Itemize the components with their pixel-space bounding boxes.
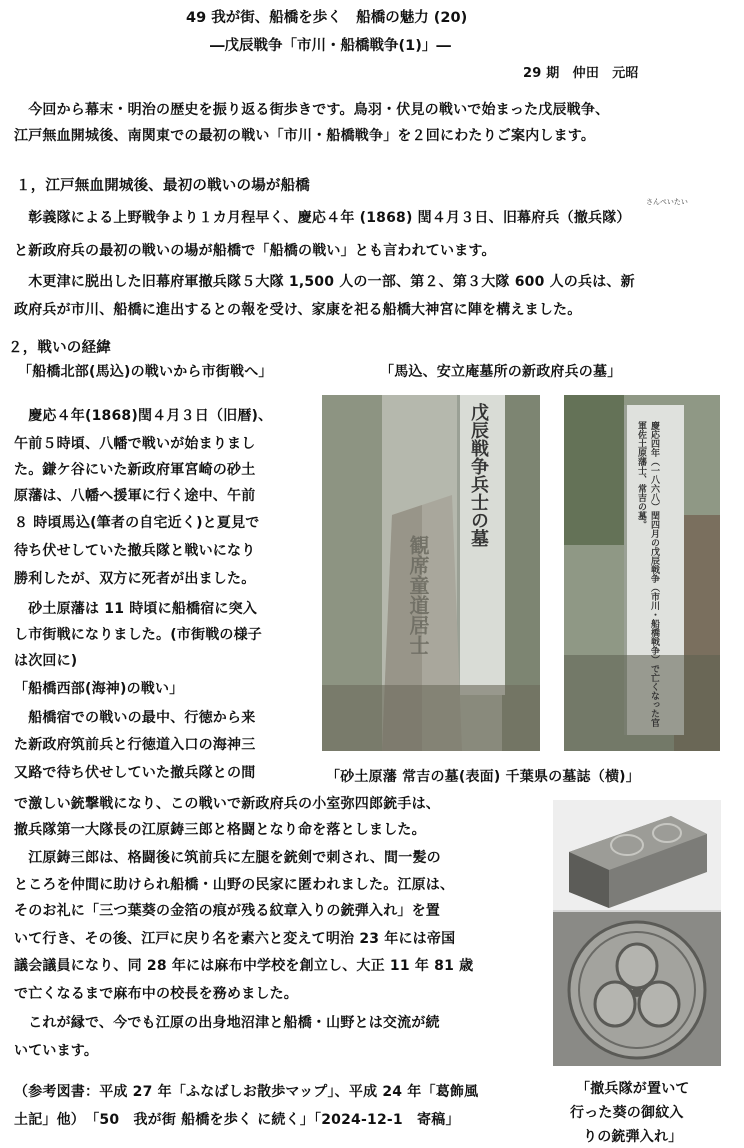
section-heading: １，江戸無血開城後、最初の戦いの場が船橋 (16, 178, 310, 194)
references-line: （参考図書：平成 27 年「ふなばしお散歩マップ」、平成 24 年「葛飾風 (14, 1084, 479, 1100)
cartridge-box-drawing (553, 800, 721, 1066)
intro-line: 今回から幕末・明治の歴史を振り返る街歩きです。鳥羽・伏見の戦いで始まった戊辰戦争、 (14, 102, 610, 118)
body-line: と新政府兵の最初の戦いの場が船橋で「船橋の戦い」とも言われています。 (14, 243, 496, 259)
body-line: いています。 (14, 1043, 99, 1059)
photo-caption: 「馬込、安立庵墓所の新政府兵の墓」 (380, 364, 622, 380)
body-line: そのお礼に「三つ葉葵の金箔の痕が残る紋章入りの銃弾入れ」を置 (14, 903, 440, 919)
subheading: 「船橋西部(海神)の戦い」 (14, 681, 184, 697)
grave-plaque-text: 慶応四年（一八六八）閏四月の戊辰戦争（市川・船橋戦争）で亡くなった官軍佐土原藩士、常吉の墓。 (636, 421, 659, 727)
grave-photo-side (564, 395, 720, 751)
body-line: し市街戦になりました。(市街戦の様子 (14, 627, 262, 643)
body-line: で亡くなるまで麻布中の校長を務めました。 (14, 986, 298, 1002)
body-line: 議会議員になり、同 28 年には麻布中学校を創立し、大正 11 年 81 歳 (14, 958, 474, 974)
body-line: 待ち伏せしていた撤兵隊と戦いになり (14, 543, 256, 559)
body-line: 撤兵隊第一大隊長の江原鋳三郎と格闘となり命を落としました。 (14, 822, 426, 838)
body-line: 船橋宿での戦いの最中、行徳から来 (14, 710, 256, 726)
body-line: ところを仲間に助けられ船橋・山野の民家に匿われました。江原は、 (14, 877, 455, 893)
grave-plaque-text: 戊辰戦争兵士の墓 (468, 403, 489, 547)
body-line: 江原鋳三郎は、格闘後に筑前兵に左腿を銃剣で刺され、間一髪の (14, 850, 441, 866)
body-line: は次回に) (14, 653, 78, 669)
body-line: 木更津に脱出した旧幕府軍撤兵隊５大隊 1,500 人の一部、第２、第３大隊 600 人の兵は、新 (14, 274, 635, 290)
grave-stone-text: 観席童道居士 (406, 535, 430, 655)
page-title: 49 我が街、船橋を歩く 船橋の魅力 (20) (186, 10, 468, 26)
references-line: 土記」他） 「50 我が街 船橋を歩く に続く」「2024-12-1 寄稿」 (14, 1112, 460, 1128)
body-line: 砂土原藩は 11 時頃に船橋宿に突入 (14, 601, 258, 617)
body-line: ８ 時頃馬込(筆者の自宅近く)と夏見で (14, 515, 260, 531)
body-line: 原藩は、八幡へ援軍に行く途中、午前 (14, 488, 256, 504)
intro-line: 江戸無血開城後、南関東での最初の戦い「市川・船橋戦争」を２回にわたりご案内します。 (14, 128, 596, 144)
cartridge-box-photo (553, 800, 721, 1066)
body-line: 政府兵が市川、船橋に進出するとの報を受け、家康を祀る船橋大神宮に陣を構えました。 (14, 302, 582, 318)
subheading: 「船橋北部(馬込)の戦いから市街戦へ」 (18, 364, 273, 380)
photo-caption: りの銃弾入れ」 (583, 1129, 683, 1145)
body-line: 彰義隊による上野戦争より１カ月程早く、慶応４年 (1868) 閏４月３日、旧幕府兵（撤兵隊） (14, 210, 631, 226)
body-line: 午前５時頃、八幡で戦いが始まりまし (14, 436, 256, 452)
body-line: いて行き、その後、江戸に戻り名を素六と変えて明治 23 年には帝国 (14, 931, 456, 947)
photo-caption: 「撤兵隊が置いて (576, 1081, 690, 1097)
body-line: 勝利したが、双方に死者が出ました。 (14, 571, 256, 587)
page-subtitle: ―戊辰戦争「市川・船橋戦争(1)」― (210, 38, 451, 54)
body-line: た新政府筑前兵と行徳道入口の海神三 (14, 737, 256, 753)
section-heading: ２，戦いの経緯 (8, 340, 111, 356)
body-line: で激しい銃撃戦になり、この戦いで新政府兵の小室弥四郎銃手は、 (14, 796, 440, 812)
body-line: 又路で待ち伏せしていた撤兵隊との間 (14, 765, 256, 781)
photo-caption: 行った葵の御紋入 (570, 1105, 684, 1121)
photo-caption: 「砂土原藩 常吉の墓(表面) 千葉県の墓誌（横)」 (326, 769, 640, 785)
grave-photo-front (322, 395, 540, 751)
body-line: た。鎌ケ谷にいた新政府軍宮崎の砂土 (14, 462, 256, 478)
body-line: 慶応４年(1868)閏４月３日（旧暦)、 (14, 408, 273, 424)
body-line: これが縁で、今でも江原の出身地沼津と船橋・山野とは交流が続 (14, 1015, 440, 1031)
ruby-text: さんぺいたい (646, 198, 688, 206)
author: 29 期 仲田 元昭 (523, 66, 639, 81)
